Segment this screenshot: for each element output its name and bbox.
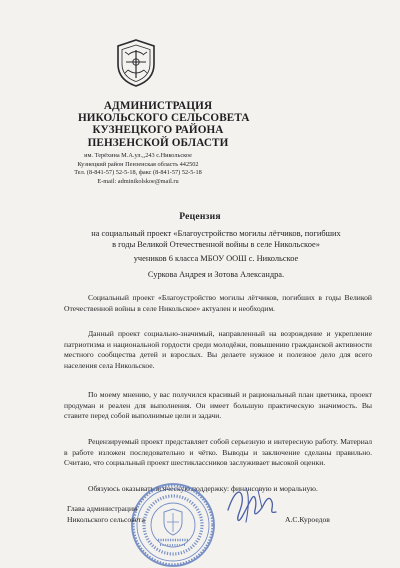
contact-phone: Тел. (8-841-57) 52-5-18, факс (8-841-57) 52-5-18 [74,169,202,177]
official-round-stamp-icon [130,482,216,568]
subject-line-1: на социальный проект «Благоустройство могилы лётчиков, погибших [91,229,341,238]
paragraph-5: Обязуюсь оказывать всяческую поддержку: финансовую и моральную. [88,484,318,493]
paragraph-1: Социальный проект «Благоустройство могилы лётчиков, погибших в годы Великой Отечественной войны в селе Никольское» актуален и необходим. [64,293,372,313]
signatory-position-line-2: Никольского сельсовета [67,515,145,524]
org-line-4: ПЕНЗЕНСКОЙ ОБЛАСТИ [87,136,229,149]
students-line: учеников 6 класса МБОУ ООШ с. Никольское [133,254,299,263]
org-line-2: НИКОЛЬСКОГО СЕЛЬСОВЕТА [78,112,250,125]
contact-region: Кузнецкий район Пензенская область 442502 [77,160,199,168]
contact-block [28,152,248,186]
contact-address: им. Терёхина М.А.ул.,,243 с.Никольское [84,152,192,159]
org-line-1: АДМИНИСТРАЦИЯ [103,100,213,112]
organization-name [78,100,250,149]
document-title: Рецензия [179,211,221,222]
org-line-3: КУЗНЕЦКОГО РАЙОНА [92,124,224,137]
handwritten-signature-icon [224,482,282,526]
paragraph-2: Данный проект социально-значимый, направленный на возрождение и укрепление патриотизма и национальной гордости среди молодёжи, повышению гражданской активности местного сообщества детей и взрослых. Вы делаете нужное и полезное дело для всего населения села Никольское. [64,329,372,370]
signatory-position-line-1: Глава администрации [67,504,138,513]
subject-line-2: в годы Великой Отечественной войны в селе Никольское» [112,240,320,249]
contact-email: E-mail: adminikolskoe@mail.ru [97,177,179,185]
paragraph-3: По моему мнению, у вас получился красивый и рациональный план цветника, проект продуман и реален для выполнения. Он имеет большую практическую значимость. Вы ставите перед собой выполнимые цели и задачи. [64,390,372,421]
coat-of-arms-icon [114,38,158,88]
authors-line: Суркова Андрея и Зотова Александра. [147,270,285,279]
signatory-name: А.С.Куроедов [285,515,330,524]
paragraph-4: Рецензируемый проект представляет собой серьезную и интересную работу. Материал в работе изложен последовательно и чётко. Выводы и заключение сделаны правильно. Считаю, что социальный проект шестиклассников заслуживает высокой оценки. [64,437,372,468]
